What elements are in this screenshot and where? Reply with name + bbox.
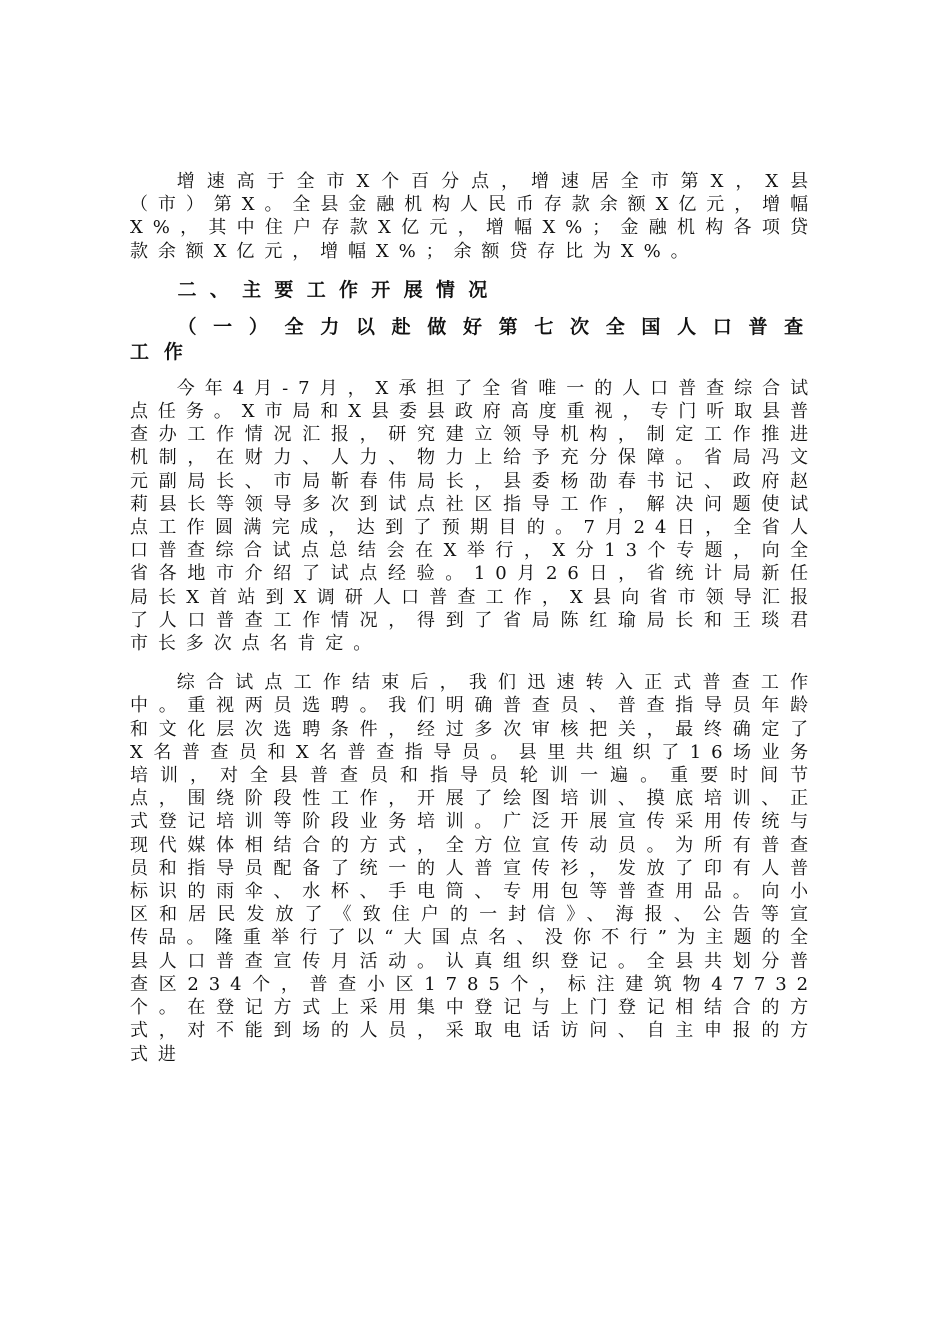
intro-paragraph: 增速高于全市X个百分点，增速居全市第X，X县（市）第X。全县金融机构人民币存款余额X亿元，增幅X%，其中住户存款X亿元，增幅X%；金融机构各项贷款余额X亿元，增幅X%；余额贷存比为X%。 xyxy=(130,171,818,262)
document-page xyxy=(130,170,818,1066)
subsection-heading: （一）全力以赴做好第七次全国人口普查工作 xyxy=(130,315,818,363)
section-heading: 二、主要工作开展情况 xyxy=(177,278,501,301)
census-pilot-paragraph: 今年4月-7月，X承担了全省唯一的人口普查综合试点任务。X市局和X县委县政府高度重视，专门听取县普查办工作情况汇报，研究建立领导机构，制定工作推进机制，在财力、人力、物力上给予充分保障。省局冯文元副局长、市局靳春伟局长，县委杨劭春书记、政府赵莉县长等领导多次到试点社区指导工作，解决问题使试点工作圆满完成，达到了预期目的。7月24日，全省人口普查综合试点总结会在X举行，X分13个专题，向全省各地市介绍了试点经验。10月26日，省统计局新任局长X首站到X调研人口普查工作，X县向省市领导汇报了人口普查工作情况，得到了省局陈红瑜局长和王琰君市长多次点名肯定。 xyxy=(130,377,818,655)
census-formal-paragraph: 综合试点工作结束后，我们迅速转入正式普查工作中。重视两员选聘。我们明确普查员、普查指导员年龄和文化层次选聘条件，经过多次审核把关，最终确定了X名普查员和X名普查指导员。县里共组织了16场业务培训，对全县普查员和指导员轮训一遍。重要时间节点，围绕阶段性工作，开展了绘图培训、摸底培训、正式登记培训等阶段业务培训。广泛开展宣传采用传统与现代媒体相结合的方式，全方位宣传动员。为所有普查员和指导员配备了统一的人普宣传衫，发放了印有人普标识的雨伞、水杯、手电筒、专用包等普查用品。向小区和居民发放了《致住户的一封信》、海报、公告等宣传品。隆重举行了以“大国点名、没你不行”为主题的全县人口普查宣传月活动。认真组织登记。全县共划分普查区234个，普查小区1785个，标注建筑物47732个。在登记方式上采用集中登记与上门登记相结合的方式，对不能到场的人员，采取电话访问、自主申报的方式进 xyxy=(130,672,818,1065)
